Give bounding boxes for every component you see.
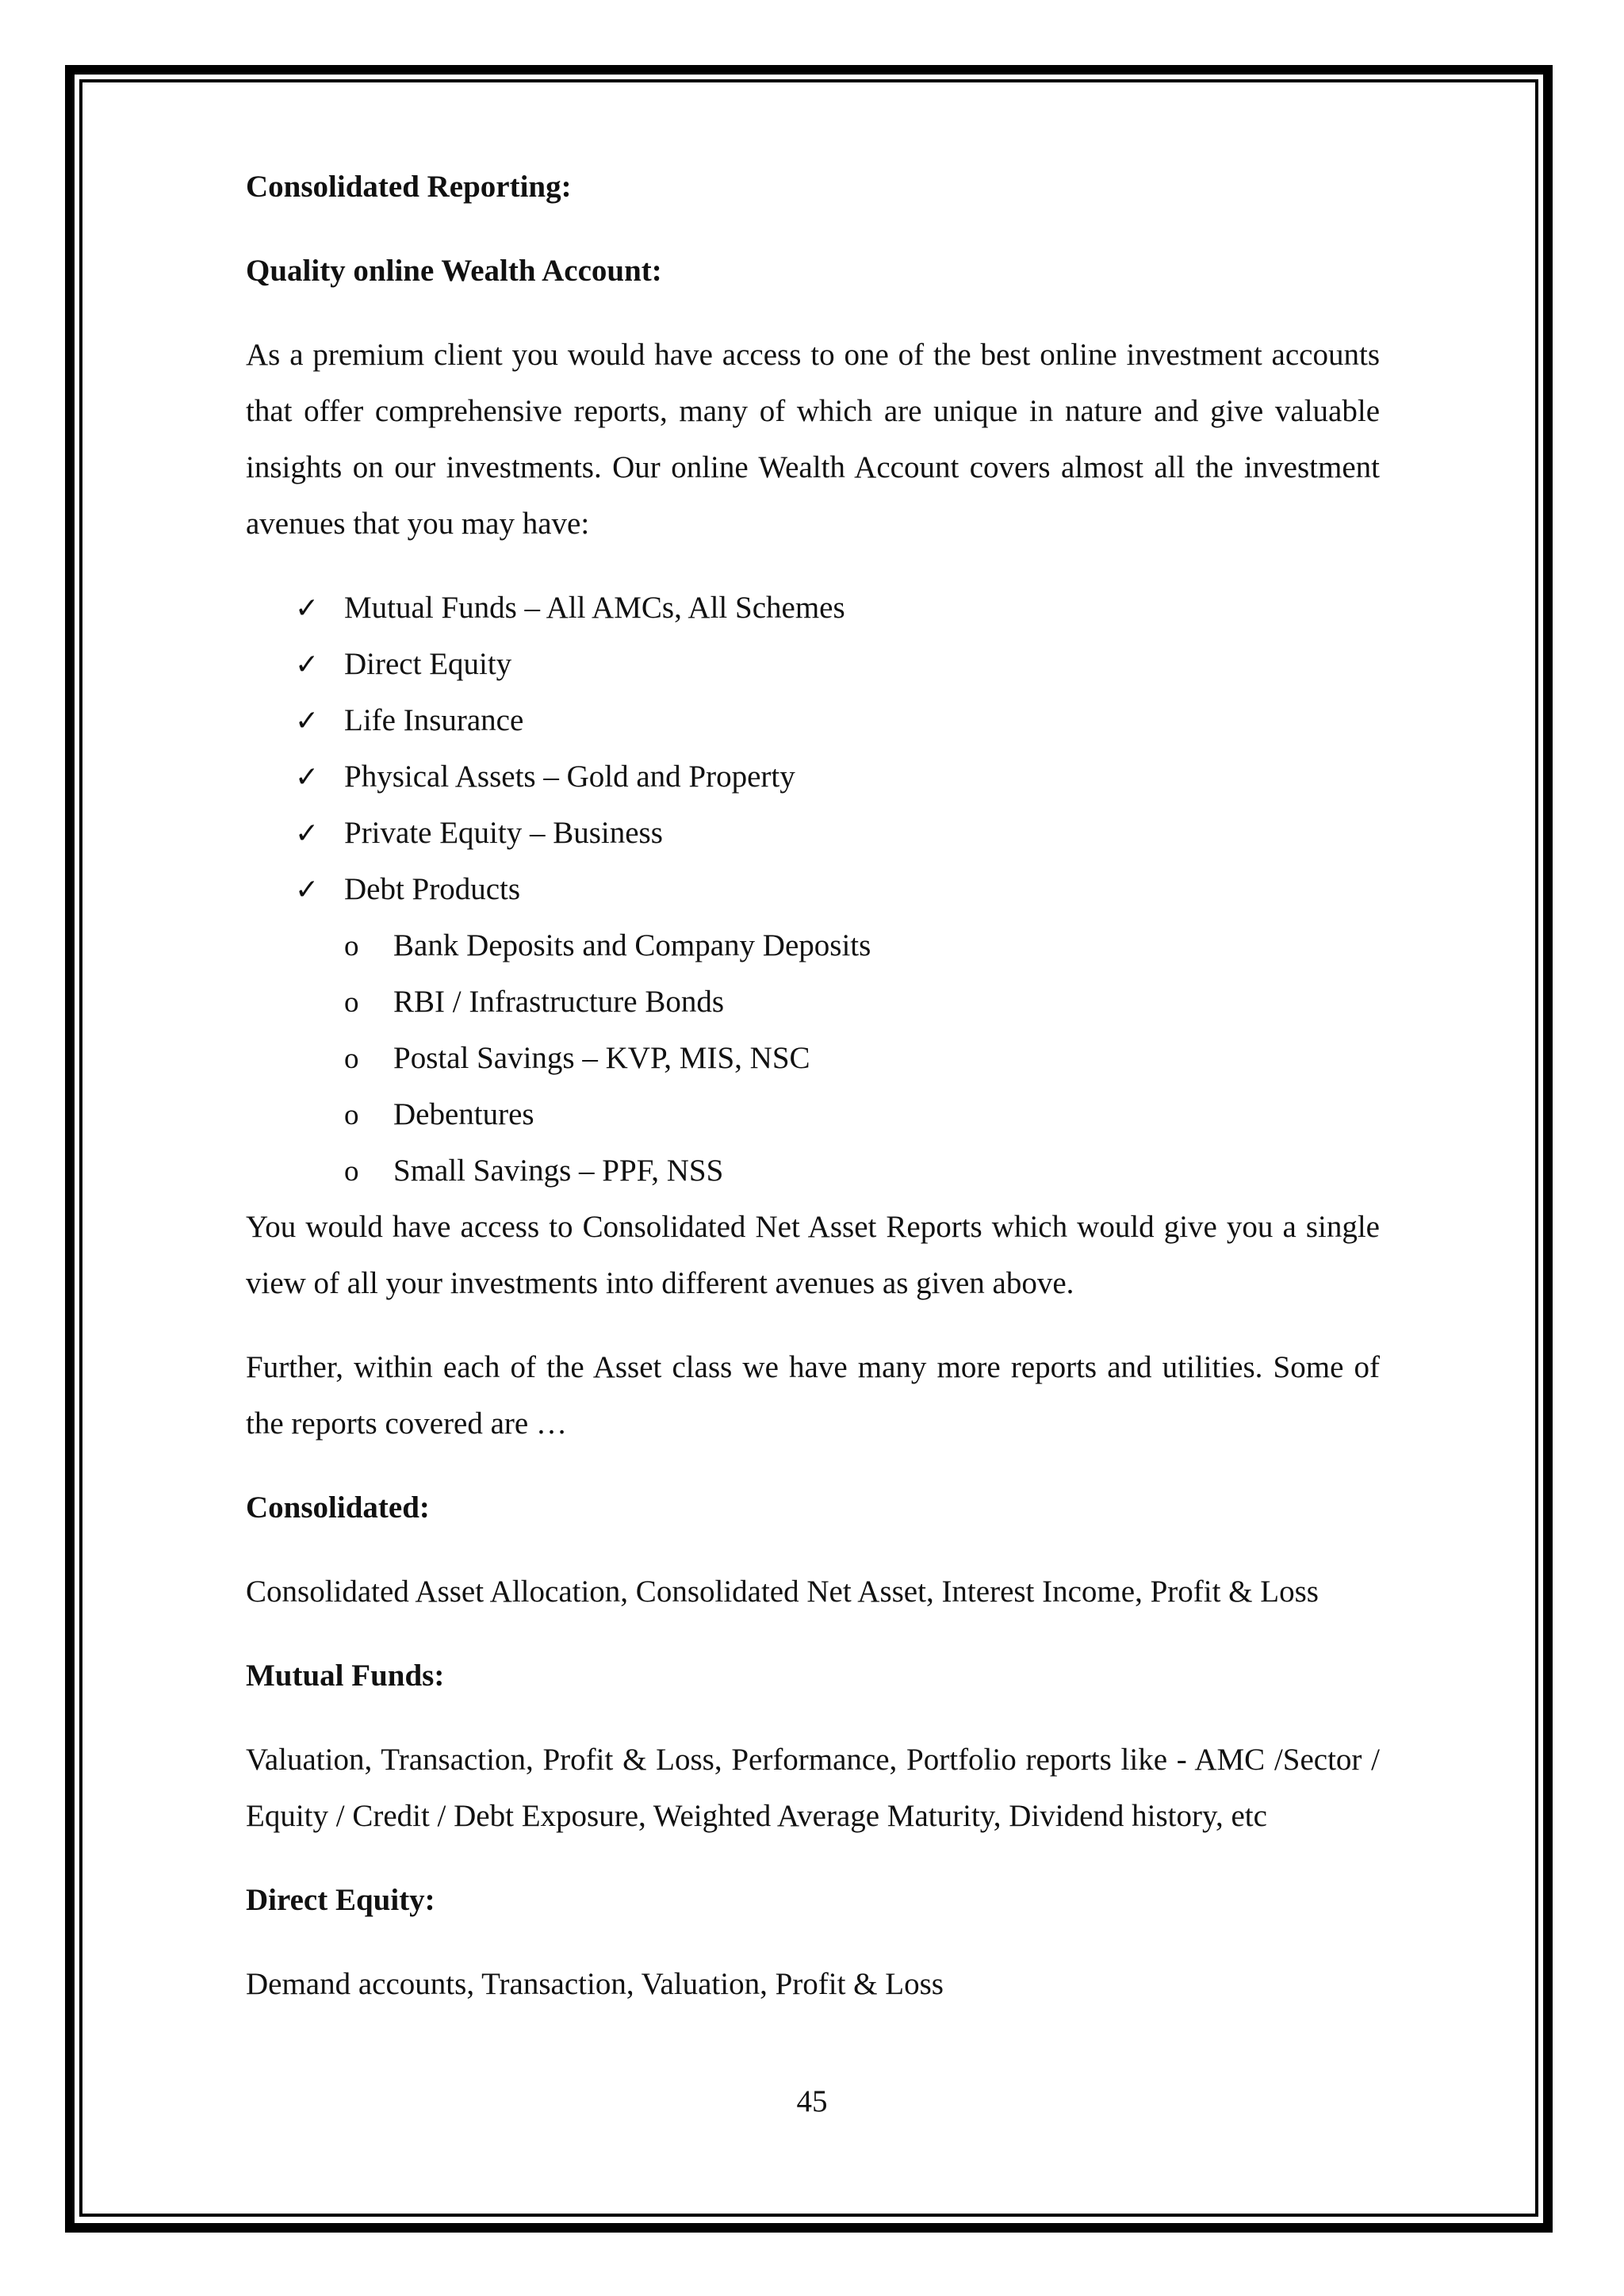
list-item-label: Direct Equity [344,647,512,681]
circle-bullet-icon: o [344,986,359,1019]
document-body [246,159,1380,2012]
checkmark-icon: ✓ [295,705,320,737]
heading-consolidated: Consolidated: [246,1490,430,1525]
list-item [246,861,1380,917]
heading-mutual-funds: Mutual Funds: [246,1659,445,1693]
sub-list-item-label: Debentures [393,1097,534,1131]
sub-list-item [246,1142,1380,1199]
list-item-label: Debt Products [344,872,521,906]
list-item [246,805,1380,861]
sub-list-item [246,1030,1380,1086]
sub-list-item-label: Small Savings – PPF, NSS [393,1154,724,1188]
checkmark-icon: ✓ [295,761,320,794]
sub-list-item-label: Postal Savings – KVP, MIS, NSC [393,1041,810,1075]
mutual-funds-paragraph: Valuation, Transaction, Profit & Loss, Performance, Portfolio reports like - AMC /Sector / Equity / Credit / Debt Exposure, Weighted Average Maturity, Dividend history, etc [246,1743,1380,1833]
investment-avenues-list [246,580,1380,1199]
heading-consolidated-reporting: Consolidated Reporting: [246,170,572,204]
sub-list-item-label: Bank Deposits and Company Deposits [393,928,871,962]
list-item [246,692,1380,748]
list-item-label: Life Insurance [344,703,524,737]
circle-bullet-icon: o [344,1043,359,1075]
intro-paragraph: As a premium client you would have access to one of the best online investment accounts that offer comprehensive reports, many of which are unique in nature and give valuable insights on our investments. Our online Wealth Account covers almost all the investment avenues that you may have: [246,338,1380,541]
checkmark-icon: ✓ [295,817,320,850]
sub-list-item [246,1086,1380,1142]
list-item-label: Mutual Funds – All AMCs, All Schemes [344,591,845,625]
further-paragraph: Further, within each of the Asset class we have many more reports and utilities. Some of the reports covered are … [246,1350,1380,1441]
list-item-label: Physical Assets – Gold and Property [344,760,795,794]
sub-list-item-label: RBI / Infrastructure Bonds [393,985,725,1019]
checkmark-icon: ✓ [295,592,320,625]
circle-bullet-icon: o [344,1099,359,1131]
list-item [246,580,1380,636]
sub-list-item [246,917,1380,974]
heading-direct-equity: Direct Equity: [246,1883,435,1917]
page-number: 45 [796,2084,828,2118]
sub-list-item [246,974,1380,1030]
direct-equity-paragraph: Demand accounts, Transaction, Valuation, Profit & Loss [246,1967,944,2001]
list-item-label: Private Equity – Business [344,816,663,850]
circle-bullet-icon: o [344,1155,359,1188]
consolidated-paragraph: Consolidated Asset Allocation, Consolidated Net Asset, Interest Income, Profit & Loss [246,1575,1319,1609]
checkmark-icon: ✓ [295,649,320,681]
checkmark-icon: ✓ [295,874,320,906]
net-asset-paragraph: You would have access to Consolidated Net Asset Reports which would give you a single view of all your investments into different avenues as given above. [246,1210,1380,1300]
list-item [246,636,1380,692]
list-item [246,748,1380,805]
circle-bullet-icon: o [344,930,359,962]
heading-wealth-account: Quality online Wealth Account: [246,254,662,288]
